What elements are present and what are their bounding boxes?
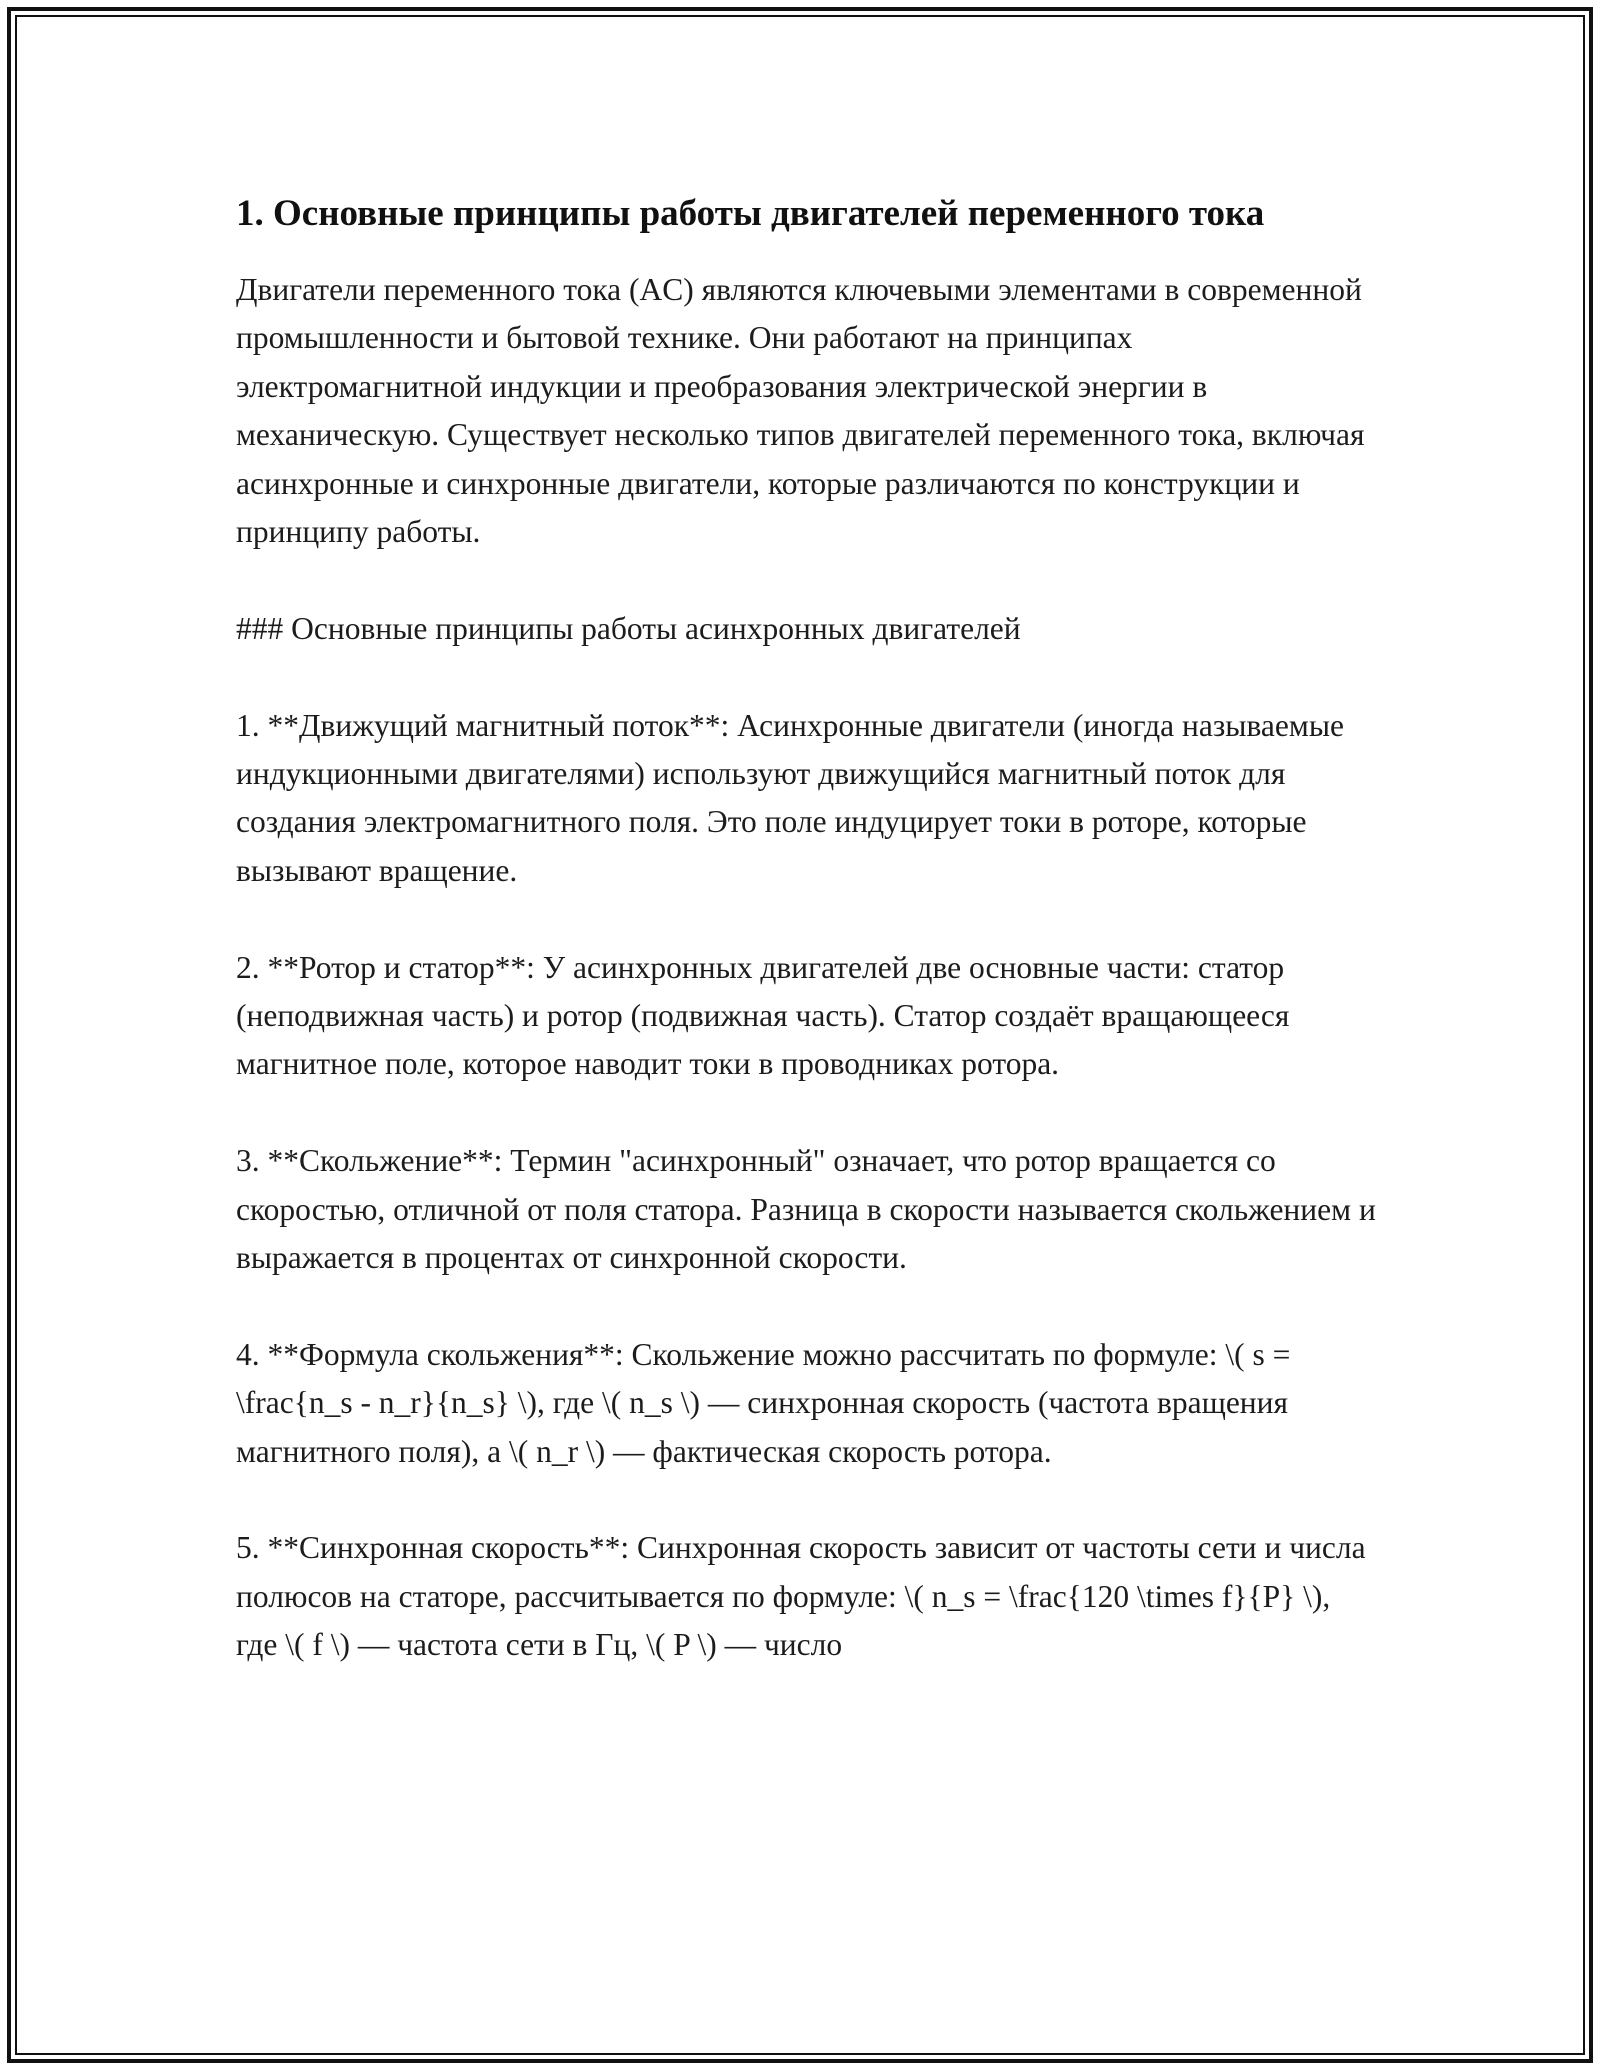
list-item-rotor-stator: 2. **Ротор и статор**: У асинхронных двигателей две основные части: статор (неподвижная часть) и ротор (подвижная часть). Статор создаёт вращающееся магнитное поле, которое наводит токи в проводниках ротора. xyxy=(236,949,1290,1082)
intro-paragraph: Двигатели переменного тока (AC) являются ключевыми элементами в современной промышленности и бытовой технике. Они работают на принципах электромагнитной индукции и преобразования электрической энергии в механическую. Существует несколько типов двигателей переменного тока, включая асинхронные и синхронные двигатели, которые различаются по конструкции и принципу работы. xyxy=(236,272,1365,550)
list-item-synchronous-speed: 5. **Синхронная скорость**: Синхронная скорость зависит от частоты сети и числа полюсов на статоре, рассчитывается по формуле: \( n_s = \frac{120 \times f}{P} \), где \( f \) — частота сети в Гц, \( P \) — число xyxy=(236,1530,1366,1663)
section-heading: 1. Основные принципы работы двигателей переменного тока xyxy=(236,193,1265,234)
subheading-paragraph: ### Основные принципы работы асинхронных двигателей xyxy=(236,610,1021,646)
list-item-slip-formula: 4. **Формула скольжения**: Скольжение можно рассчитать по формуле: \( s = \frac{n_s - n_r}{n_s} \), где \( n_s \) — синхронная скорость (частота вращения магнитного поля), а \( n_r \) — фактическая скорость ротора. xyxy=(236,1336,1291,1469)
list-item-slip: 3. **Скольжение**: Термин "асинхронный" означает, что ротор вращается со скоростью, отличной от поля статора. Разница в скорости называется скольжением и выражается в процентах от синхронной скорости. xyxy=(236,1143,1376,1276)
document-body xyxy=(236,186,1376,1670)
list-item-moving-flux: 1. **Движущий магнитный поток**: Асинхронные двигатели (иногда называемые индукционными двигателями) используют движущийся магнитный поток для создания электромагнитного поля. Это поле индуцирует токи в роторе, которые вызывают вращение. xyxy=(236,707,1344,888)
